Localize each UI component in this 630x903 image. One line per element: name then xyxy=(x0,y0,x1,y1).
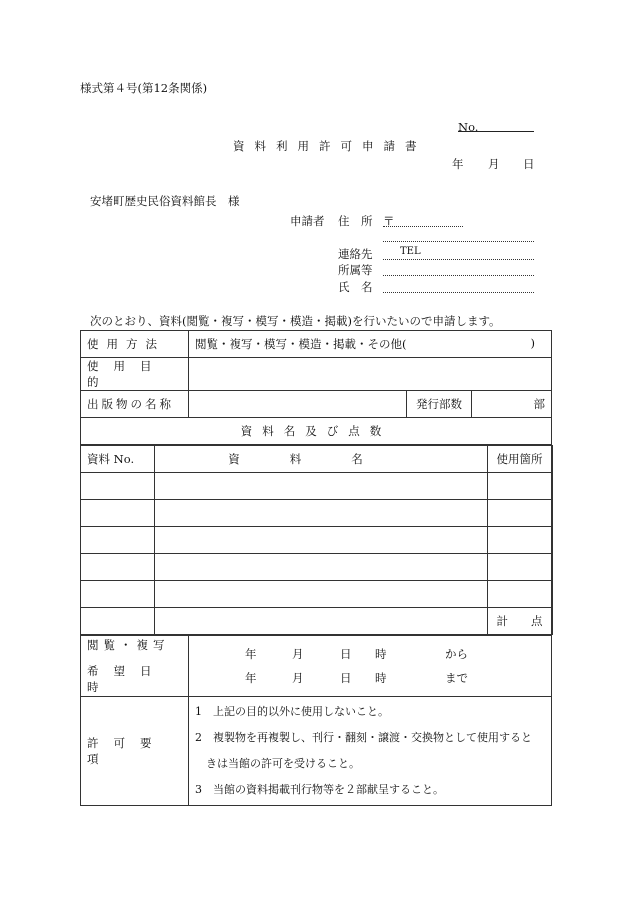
method-label xyxy=(81,331,189,358)
purpose-label-text: 使用目的 xyxy=(87,359,167,389)
from-year: 年 xyxy=(245,647,257,661)
publication-label-text: 出版物の名称 xyxy=(87,397,174,411)
condition-1: 1 上記の目的以外に使用しないこと。 xyxy=(195,705,389,718)
address-label: 住 所 xyxy=(338,214,373,228)
desired-datetime-field[interactable] xyxy=(189,636,552,697)
to-hour: 時 xyxy=(375,671,387,685)
from-day: 日 xyxy=(340,647,352,661)
address-field-1[interactable] xyxy=(383,226,463,227)
address-field-2[interactable] xyxy=(383,241,534,242)
condition-2: 2 複製物を再複製し、刊行・翻刻・譲渡・交換物として使用すると xyxy=(195,731,532,744)
date-month: 月 xyxy=(488,157,500,171)
addressee: 安堵町歴史民俗資料館長 様 xyxy=(90,194,240,208)
col-no-header: 資料 No. xyxy=(81,446,154,473)
desired-label xyxy=(81,636,189,697)
materials-header-text: 資料名及び点数 xyxy=(240,424,392,438)
to-day: 日 xyxy=(340,671,352,685)
item-name[interactable] xyxy=(154,527,487,554)
col-name-header xyxy=(154,446,487,473)
list-item xyxy=(81,527,552,554)
list-item xyxy=(81,581,552,608)
method-options: 閲覧・複写・模写・模造・掲載・その他( xyxy=(195,337,407,351)
list-item xyxy=(81,500,552,527)
from-hour: 時 xyxy=(375,647,387,661)
purpose-field[interactable] xyxy=(189,358,552,391)
condition-2-cont: きは当館の許可を受けること。 xyxy=(195,757,360,770)
no-field[interactable] xyxy=(458,131,534,132)
to-month: 月 xyxy=(292,671,304,685)
item-no[interactable] xyxy=(81,608,154,635)
to-suffix: まで xyxy=(445,671,468,685)
page-title: 資料利用許可申請書 xyxy=(233,139,427,153)
method-field[interactable] xyxy=(189,331,552,358)
from-month: 月 xyxy=(292,647,304,661)
item-no[interactable] xyxy=(81,500,154,527)
list-item xyxy=(81,554,552,581)
purpose-label xyxy=(81,358,189,391)
item-name[interactable] xyxy=(154,473,487,500)
list-item xyxy=(81,473,552,500)
item-name[interactable] xyxy=(154,608,487,635)
desired-label-2: 希望日時 xyxy=(87,664,167,694)
from-suffix: から xyxy=(445,647,468,661)
name-label: 氏 名 xyxy=(338,280,373,294)
condition-3: 3 当館の資料掲載刊行物等を２部献呈すること。 xyxy=(195,783,444,796)
affiliation-field[interactable] xyxy=(383,275,534,276)
item-name[interactable] xyxy=(154,554,487,581)
postal-mark: 〒 xyxy=(383,214,395,228)
tel-label: TEL xyxy=(400,246,421,257)
conditions-label-text: 許可要項 xyxy=(87,736,167,766)
item-no[interactable] xyxy=(81,554,154,581)
method-label-text: 使用方法 xyxy=(87,337,165,351)
intro-text: 次のとおり、資料(閲覧・複写・模写・模造・掲載)を行いたいので申請します。 xyxy=(90,314,501,328)
conditions-text xyxy=(189,697,552,806)
conditions-label xyxy=(81,697,189,806)
item-location[interactable] xyxy=(487,500,552,527)
date-day: 日 xyxy=(523,157,535,171)
application-form-table xyxy=(80,330,552,806)
col-name-text: 資料名 xyxy=(228,452,413,466)
item-no[interactable] xyxy=(81,527,154,554)
date-year: 年 xyxy=(452,157,464,171)
contact-label: 連絡先 xyxy=(338,247,373,261)
form-number: 様式第４号(第12条関係) xyxy=(80,81,208,95)
total-label: 計 点 xyxy=(487,608,552,635)
copies-unit: 部 xyxy=(533,397,546,411)
item-name[interactable] xyxy=(154,581,487,608)
applicant-label: 申請者 xyxy=(290,214,325,228)
copies-label: 発行部数 xyxy=(407,391,472,418)
name-field[interactable] xyxy=(383,292,534,293)
item-name[interactable] xyxy=(154,500,487,527)
copies-field[interactable] xyxy=(472,391,552,418)
affiliation-label: 所属等 xyxy=(338,263,373,277)
item-location[interactable] xyxy=(487,581,552,608)
list-item xyxy=(81,608,552,635)
item-location[interactable] xyxy=(487,554,552,581)
materials-list-cell xyxy=(81,445,552,636)
item-no[interactable] xyxy=(81,473,154,500)
no-label: No. xyxy=(458,120,479,134)
publication-label xyxy=(81,391,189,418)
col-location-header: 使用箇所 xyxy=(487,446,552,473)
item-no[interactable] xyxy=(81,581,154,608)
desired-label-1: 閲覧・複写 xyxy=(87,638,170,652)
materials-header xyxy=(81,418,552,445)
materials-list xyxy=(81,445,553,635)
publication-field[interactable] xyxy=(189,391,407,418)
item-location[interactable] xyxy=(487,473,552,500)
contact-field[interactable] xyxy=(383,259,534,260)
to-year: 年 xyxy=(245,671,257,685)
item-location[interactable] xyxy=(487,527,552,554)
method-close: ) xyxy=(530,336,536,350)
